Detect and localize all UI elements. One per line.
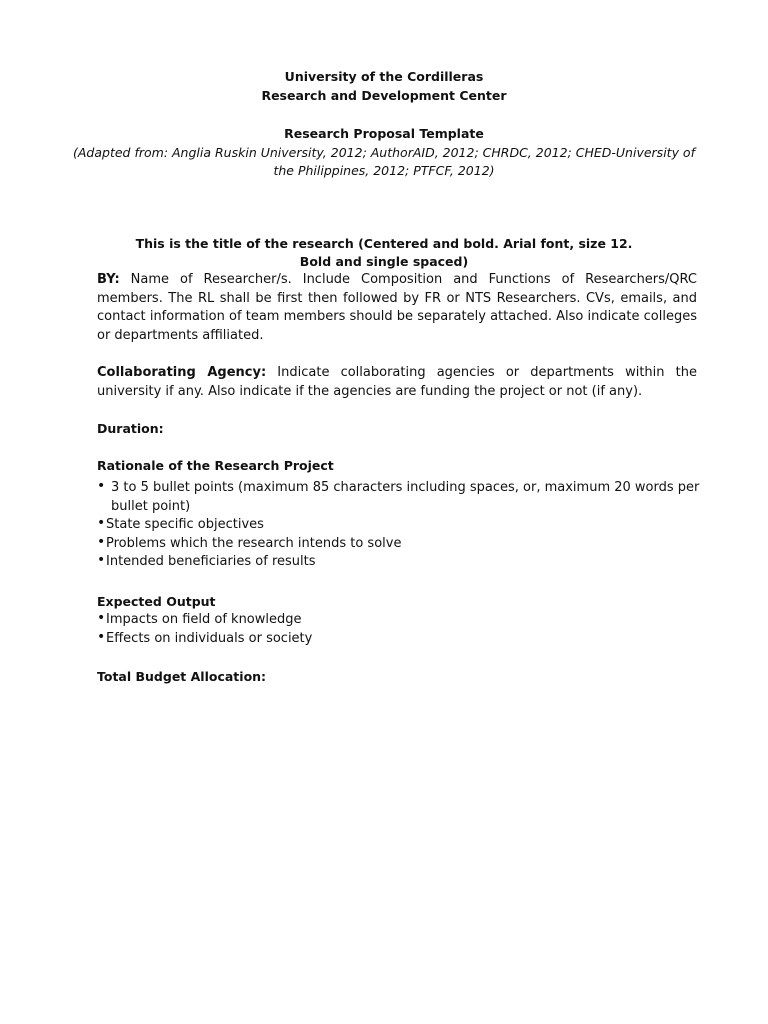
expected-output-list [97,611,702,648]
by-paragraph [97,271,697,345]
total-budget-label: Total Budget Allocation: [97,669,267,684]
by-text: Name of Researcher/s. Include Composition and Functions of Researchers/QRC members. The RL shall be first then followed by FR or NTS Researchers. CVs, emails, and contact information of team members should be separately attached. Also indicate colleges or departments affiliated. [97,272,697,343]
list-item [97,611,702,630]
rationale-item-4: Intended beneficiaries of results [106,554,316,569]
bullet-icon: • [97,515,106,531]
bullet-icon: • [97,552,106,568]
rationale-list [97,479,702,572]
bullet-icon: • [97,533,106,550]
rationale-item-1: 3 to 5 bullet points (maximum 85 characters including spaces, or, maximum 20 words per [111,480,700,495]
rationale-item-2: State specific objectives [106,517,264,532]
rationale-item-3: Problems which the research intends to solve [106,535,402,551]
expected-output-item-2: Effects on individuals or society [106,630,313,646]
expected-output-heading: Expected Output [97,594,216,609]
collaborating-paragraph [97,364,697,401]
bullet-icon: • [97,628,106,645]
collaborating-text: Indicate collaborating agencies or departments within the university if any. Also indicate if the agencies are funding the project or not (if any). [97,365,697,399]
list-item [97,479,702,516]
template-title: Research Proposal Template [284,126,484,141]
rationale-item-1-wrap: bullet point) [111,498,191,514]
list-item [97,516,702,535]
research-title-line-2: Bold and single spaced) [299,254,469,269]
center-name: Research and Development Center [261,88,507,103]
bullet-icon: • [97,610,106,626]
bullet-icon: • [97,478,106,494]
expected-output-item-1: Impacts on field of knowledge [106,612,302,627]
list-item [97,630,702,649]
research-title-line-1: This is the title of the research (Centered and bold. Arial font, size 12. [135,236,633,251]
university-name: University of the Cordilleras [284,69,484,84]
adapted-from-line-1: (Adapted from: Anglia Ruskin University, 2012; AuthorAID, 2012; CHRDC, 2012; CHED-University of [73,145,695,160]
list-item [97,553,702,572]
list-item [97,535,702,554]
by-label: BY: [97,272,120,287]
collaborating-label: Collaborating Agency: [97,365,267,380]
duration-label: Duration: [97,421,164,436]
adapted-from-line-2: the Philippines, 2012; PTFCF, 2012) [273,163,495,178]
rationale-heading: Rationale of the Research Project [97,458,334,473]
